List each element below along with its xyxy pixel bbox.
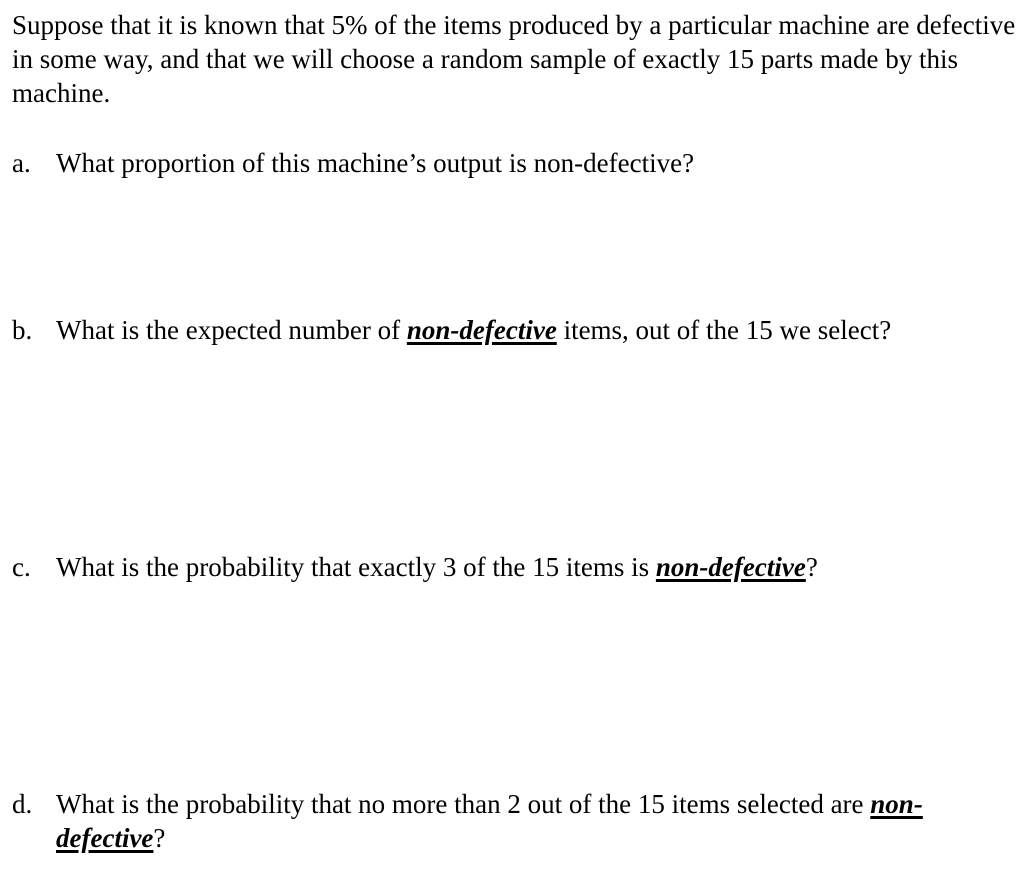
question-text-before: What is the probability that exactly 3 of the 15 items is xyxy=(56,552,656,582)
question-text xyxy=(56,146,1017,180)
question-text-after: ? xyxy=(805,552,818,582)
question-text xyxy=(56,313,1017,347)
problem-intro: Suppose that it is known that 5% of the items produced by a particular machine are defective in some way, and that we will choose a random sample of exactly 15 parts made by this machine. xyxy=(12,10,1016,108)
emphasized-term: non-defective xyxy=(655,552,806,582)
question-text xyxy=(56,550,1017,584)
question-c xyxy=(12,550,1017,584)
emphasized-term: non-defective xyxy=(56,789,923,853)
question-d xyxy=(12,787,1017,855)
question-text-after: items, out of the 15 we select? xyxy=(556,315,892,345)
question-text xyxy=(56,787,1017,855)
question-letter: c. xyxy=(12,552,31,582)
emphasized-term: non-defective xyxy=(406,315,557,345)
question-letter: b. xyxy=(12,315,33,345)
question-letter: d. xyxy=(12,789,33,819)
question-text-after: ? xyxy=(153,823,166,853)
question-b xyxy=(12,313,1017,347)
question-letter: a. xyxy=(12,148,31,178)
question-text-before: What is the probability that no more than 2 out of the 15 items selected are xyxy=(56,789,871,819)
question-a xyxy=(12,146,1017,180)
question-text-before: What is the expected number of xyxy=(56,315,407,345)
question-text-before: What proportion of this machine’s output is non-defective? xyxy=(56,148,695,178)
